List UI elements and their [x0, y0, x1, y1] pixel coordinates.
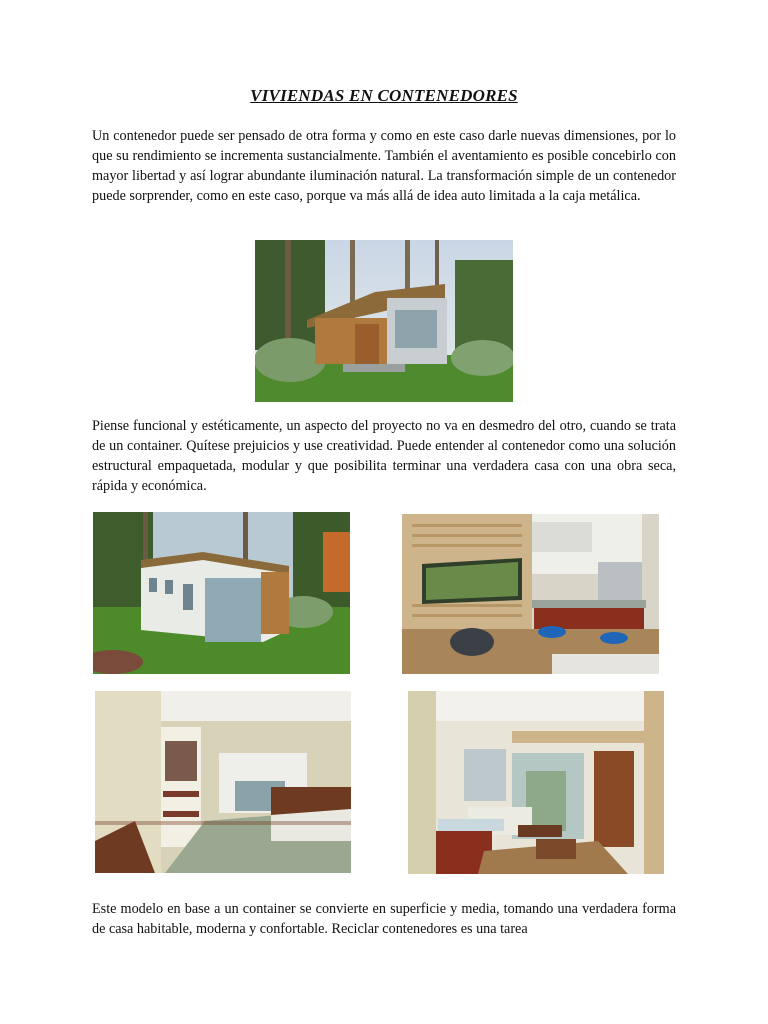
paragraph-functional: Piense funcional y estéticamente, un aspecto del proyecto no va en desmedro del otro, cuando se trata de un container. Quítese prejuicios y use creatividad. Puede entender al contenedor como una solución estructural empaquetada, modular y que posibilita terminar una verdadera casa con una obra seca, rápida y económica. [92, 418, 676, 494]
container-bedroom-interior-photo [95, 691, 351, 873]
paragraph-intro: Un contenedor puede ser pensado de otra forma y como en este caso darle nuevas dimensiones, por lo que su rendimiento se incrementa sustancialmente. También el aventamiento es posible concebirlo con mayor libertad y así lograr abundante iluminación natural. La transformación simple de un contenedor puede sorprender, como en este caso, porque va más allá de idea auto limitada a la caja metálica. [92, 128, 676, 204]
document-title: VIVIENDAS EN CONTENEDORES [250, 86, 518, 105]
container-kitchen-interior-photo [402, 514, 659, 674]
container-living-room-interior-photo [408, 691, 664, 874]
container-house-side-view-photo [93, 512, 350, 674]
paragraph-model: Este modelo en base a un container se convierte en superficie y media, tomando una verdadera forma de casa habitable, moderna y confortable. Reciclar contenedores es una tarea [92, 901, 676, 937]
container-house-exterior-photo [255, 240, 513, 402]
